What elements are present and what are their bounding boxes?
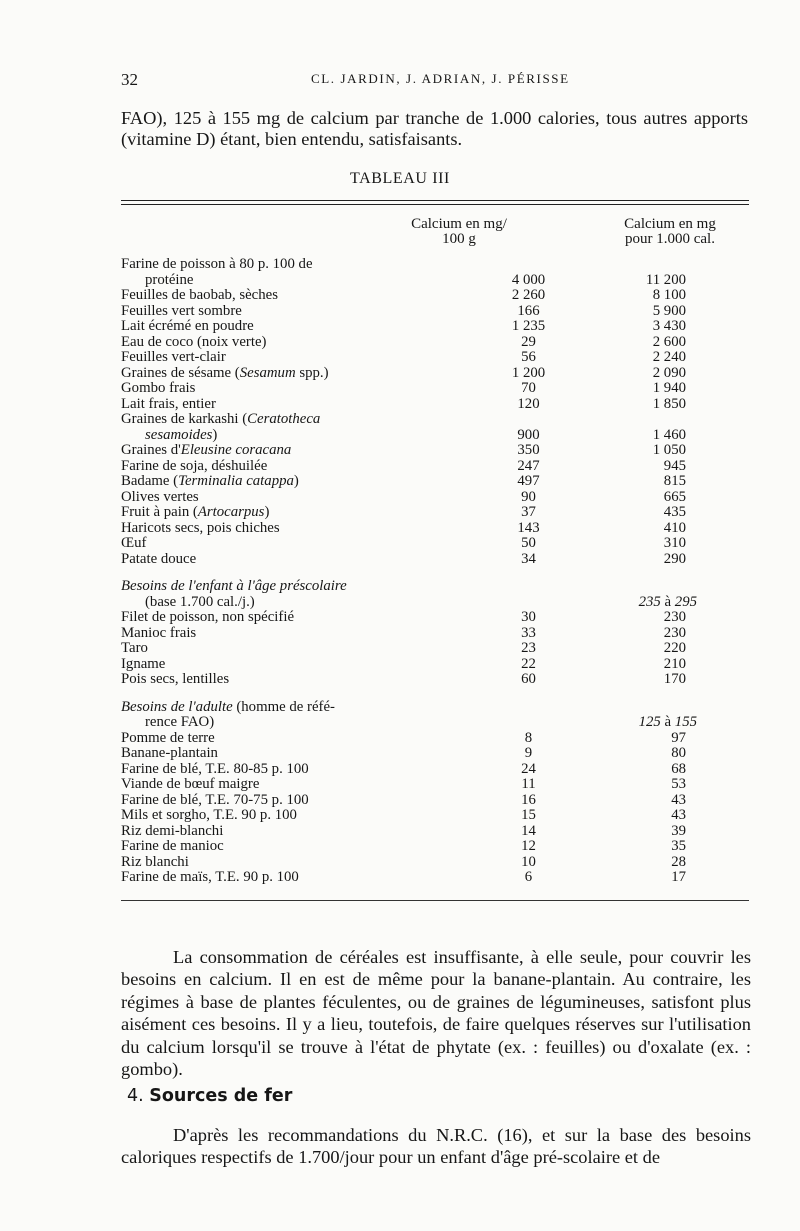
- table-row: [121, 746, 749, 762]
- row-label: [121, 536, 441, 552]
- row-label: [121, 474, 441, 490]
- calcium-per-1000cal: 97: [671, 729, 686, 746]
- calcium-per-100g: 50: [521, 535, 536, 551]
- row-label: [121, 335, 441, 351]
- row-label: [121, 793, 441, 809]
- calcium-per-100g: 11: [521, 776, 536, 792]
- table-row: [121, 536, 749, 552]
- calcium-per-100g: 33: [521, 624, 536, 641]
- calcium-per-100g: 24: [521, 760, 536, 777]
- row-label-text: Filet de poisson, non spécifié: [121, 609, 295, 625]
- section-label-text: (homme de réfé-: [232, 698, 335, 715]
- row-label: [121, 350, 441, 366]
- row-label-text: Graines de sésame (: [121, 364, 240, 381]
- row-label-text: Patate douce: [121, 550, 197, 567]
- calcium-per-100g: 143: [517, 519, 540, 536]
- table-row: [121, 641, 749, 657]
- species-name: Sesamum: [239, 364, 296, 381]
- calcium-per-1000cal: 53: [671, 776, 686, 792]
- range-high: 155: [674, 714, 697, 730]
- row-label-text: Eau de coco (noix verte): [121, 333, 267, 350]
- row-label-text: Farine de maïs, T.E. 90 p. 100: [121, 869, 299, 885]
- calcium-per-100g: 70: [521, 380, 536, 396]
- section-label-text: rence FAO): [145, 714, 215, 730]
- row-label: [121, 304, 441, 320]
- table-row: [121, 304, 749, 320]
- calcium-per-1000cal: 3 430: [652, 318, 686, 334]
- row-label-text: Farine de manioc: [121, 838, 224, 854]
- row-label-text: Igname: [121, 655, 166, 672]
- calcium-per-1000cal: 5 900: [652, 302, 686, 319]
- column-header-line: Calcium en mg: [624, 216, 716, 232]
- calcium-per-1000cal: 2 090: [652, 364, 686, 381]
- row-label-text: Riz demi-blanchi: [121, 822, 224, 839]
- calcium-per-100g: 1 200: [511, 364, 546, 381]
- row-label-text: ): [212, 426, 218, 443]
- range-low: 125: [638, 714, 661, 730]
- range-sep: à: [664, 714, 672, 730]
- table-row: [121, 855, 749, 871]
- calcium-per-1000cal: 1 050: [652, 442, 686, 458]
- calcium-per-100g: 16: [521, 791, 536, 808]
- calcium-per-100g: 9: [524, 745, 533, 761]
- row-label: [121, 746, 441, 762]
- row-label: [121, 459, 441, 475]
- calcium-per-1000cal: 2 600: [652, 333, 686, 350]
- row-label-text: Olives vertes: [121, 488, 199, 505]
- table-row: [121, 793, 749, 809]
- calcium-per-1000cal: 220: [663, 640, 686, 656]
- table-row: [121, 626, 749, 642]
- row-label: [121, 288, 441, 304]
- row-label: [121, 490, 441, 506]
- table-row: [121, 350, 749, 366]
- section-label: [121, 579, 441, 610]
- table-section-row: [121, 579, 749, 610]
- calcium-per-1000cal: 43: [671, 807, 686, 823]
- species-name: Ceratotheca: [247, 411, 321, 427]
- calcium-per-1000cal: 290: [663, 550, 686, 567]
- section-empty: [441, 579, 616, 610]
- table-row: [121, 552, 749, 568]
- row-label-text: Manioc frais: [121, 624, 197, 641]
- row-label: [121, 443, 441, 459]
- table-row: [121, 490, 749, 506]
- page-number: 32: [121, 70, 138, 89]
- row-label-text: Pois secs, lentilles: [121, 671, 230, 687]
- calcium-per-100g: 56: [521, 349, 536, 365]
- table-row: [121, 412, 749, 443]
- calcium-per-100g: 1 235: [511, 318, 546, 334]
- species-name: sesamoides: [145, 426, 213, 443]
- row-label: [121, 257, 441, 288]
- row-label-text: Feuilles de baobab, sèches: [121, 287, 278, 303]
- row-label-text: Banane-plantain: [121, 745, 218, 761]
- calcium-per-1000cal: 43: [671, 791, 686, 808]
- body-paragraph: La consommation de céréales est insuffisante, à elle seule, pour couvrir les besoins en calcium. Il en est de même pour la banane-plantain. Au contraire, les régimes à base de plantes féculentes, ou de graines de légumineuses, satisfont plus aisément ces besoins. Il y a lieu, toutefois, de faire quelques réserves sur l'utilisation du calcium lorsqu'il se trouve à l'état de phytate (ex. : feuilles) ou d'oxalate (ex. : gombo).: [121, 947, 751, 1080]
- row-label: [121, 319, 441, 335]
- calcium-per-1000cal: 945: [663, 457, 686, 474]
- table-row: [121, 762, 749, 778]
- row-label: [121, 397, 441, 413]
- table-row: [121, 443, 749, 459]
- calcium-per-100g: 497: [517, 473, 540, 489]
- row-label-text: Pomme de terre: [121, 729, 215, 746]
- calcium-per-1000cal: 2 240: [652, 349, 686, 365]
- column-header-line: 100 g: [442, 231, 476, 247]
- calcium-per-100g: 60: [521, 671, 536, 687]
- row-label-text: Feuilles vert-clair: [121, 349, 226, 365]
- table-row: [121, 397, 749, 413]
- row-label-text: Viande de bœuf maigre: [121, 776, 260, 792]
- column-header-line: pour 1.000 cal.: [625, 231, 715, 247]
- row-label-text: Mils et sorgho, T.E. 90 p. 100: [121, 807, 297, 823]
- calcium-per-100g: 2 260: [511, 287, 546, 303]
- calcium-per-100g: 37: [521, 504, 536, 520]
- calcium-per-100g: 23: [521, 640, 536, 656]
- calcium-per-100g: 4 000: [511, 271, 546, 288]
- row-label-text: Farine de blé, T.E. 80-85 p. 100: [121, 760, 309, 777]
- table-row: [121, 521, 749, 537]
- table-row: [121, 459, 749, 475]
- row-label: [121, 641, 441, 657]
- calcium-per-1000cal: 11 200: [645, 271, 686, 288]
- row-label-text: Farine de soja, déshuilée: [121, 457, 268, 474]
- table-row: [121, 366, 749, 382]
- calcium-per-100g: 900: [517, 426, 540, 443]
- section-range: [616, 700, 749, 731]
- row-label-text: ): [264, 504, 270, 520]
- calcium-per-100g: 90: [521, 488, 536, 505]
- calcium-per-1000cal: 230: [663, 624, 686, 641]
- calcium-per-1000cal: 435: [663, 504, 686, 520]
- calcium-per-1000cal: 17: [671, 869, 686, 885]
- row-label-text: Feuilles vert sombre: [121, 302, 242, 319]
- row-label-text: spp.): [295, 364, 329, 381]
- row-label: [121, 855, 441, 871]
- table-row: [121, 610, 749, 626]
- table-top-rule: [121, 200, 749, 205]
- row-label: [121, 552, 441, 568]
- calcium-per-100g: 120: [517, 395, 540, 412]
- row-label: [121, 839, 441, 855]
- calcium-per-1000cal: 68: [671, 760, 686, 777]
- table-bottom-rule: [121, 900, 749, 901]
- calcium-per-1000cal: 80: [671, 745, 686, 761]
- calcium-per-100g: 29: [521, 333, 536, 350]
- section-label-text: Besoins de l'enfant à l'âge préscolaire: [121, 578, 347, 594]
- running-authors: CL. JARDIN, J. ADRIAN, J. PÉRISSE: [311, 71, 570, 86]
- row-label-text: ): [293, 473, 299, 489]
- row-label-text: Farine de blé, T.E. 70-75 p. 100: [121, 791, 309, 808]
- table-row: [121, 335, 749, 351]
- section-title: Sources de fer: [149, 1086, 293, 1106]
- table-row: [121, 381, 749, 397]
- table-row: [121, 672, 749, 688]
- species-name: Eleusine coracana: [180, 442, 292, 458]
- calcium-per-100g: 6: [524, 869, 533, 885]
- table-row: [121, 808, 749, 824]
- row-label: [121, 657, 441, 673]
- range-low: 235: [638, 593, 661, 610]
- species-name: Terminalia catappa: [178, 473, 294, 489]
- table-row: [121, 731, 749, 747]
- calcium-per-1000cal: 1 940: [652, 380, 686, 396]
- calcium-per-100g: 22: [521, 655, 536, 672]
- calcium-per-1000cal: 410: [663, 519, 686, 536]
- section-range: [616, 579, 749, 610]
- intro-paragraph: FAO), 125 à 155 mg de calcium par tranche de 1.000 calories, tous autres apports (vitamine D) étant, bien entendu, satisfaisants.: [121, 108, 748, 149]
- calcium-per-1000cal: 1 460: [652, 426, 686, 443]
- calcium-per-100g: 10: [521, 853, 536, 870]
- table-row: [121, 319, 749, 335]
- row-label-text: Fruit à pain (: [121, 504, 198, 520]
- row-label: [121, 870, 441, 886]
- calcium-per-100g: 8: [524, 729, 533, 746]
- body-paragraph-2: D'après les recommandations du N.R.C. (16), et sur la base des besoins caloriques respectifs de 1.700/jour pour un enfant d'âge pré-scolaire et de: [121, 1125, 751, 1168]
- table-row: [121, 288, 749, 304]
- row-label: [121, 521, 441, 537]
- table-row: [121, 505, 749, 521]
- row-label-continuation: [121, 428, 217, 444]
- table-row: [121, 870, 749, 886]
- table-row: [121, 257, 749, 288]
- table-row: [121, 777, 749, 793]
- calcium-per-1000cal: 230: [663, 609, 686, 625]
- calcium-per-1000cal: 310: [663, 535, 686, 551]
- column-header-calcium-1000cal: [600, 217, 740, 247]
- row-label-text: Haricots secs, pois chiches: [121, 519, 280, 536]
- calcium-per-100g: 15: [521, 807, 536, 823]
- column-header-line: Calcium en mg/: [411, 216, 507, 232]
- row-label: [121, 610, 441, 626]
- table-row: [121, 474, 749, 490]
- section-empty: [441, 700, 616, 731]
- calcium-per-100g: 34: [521, 550, 536, 567]
- calcium-per-100g: 166: [517, 302, 540, 319]
- row-label: [121, 777, 441, 793]
- section-number: 4.: [127, 1086, 144, 1106]
- row-label-text: Badame (: [121, 473, 179, 489]
- row-label: [121, 366, 441, 382]
- calcium-per-100g: 14: [521, 822, 536, 839]
- row-label: [121, 412, 441, 443]
- row-label: [121, 731, 441, 747]
- calcium-per-100g: 350: [517, 442, 540, 458]
- species-name: Artocarpus: [197, 504, 265, 520]
- row-label-text: Œuf: [121, 535, 147, 551]
- row-label: [121, 381, 441, 397]
- row-label: [121, 505, 441, 521]
- calcium-per-100g: 12: [521, 838, 536, 854]
- calcium-per-1000cal: 28: [671, 853, 686, 870]
- section-label-text: Besoins de l'adulte: [121, 698, 233, 715]
- calcium-per-1000cal: 39: [671, 822, 686, 839]
- row-label: [121, 808, 441, 824]
- table-row: [121, 657, 749, 673]
- row-label-text: Graines de karkashi (: [121, 411, 248, 427]
- row-label: [121, 824, 441, 840]
- table-row: [121, 824, 749, 840]
- calcium-per-1000cal: 35: [671, 838, 686, 854]
- table-row: [121, 839, 749, 855]
- row-label: [121, 762, 441, 778]
- table-section-row: [121, 700, 749, 731]
- row-label-text: Graines d': [121, 442, 181, 458]
- section-heading: [127, 1086, 292, 1106]
- row-label-text: Lait écrémé en poudre: [121, 318, 254, 334]
- calcium-per-1000cal: 170: [663, 671, 686, 687]
- calcium-per-1000cal: 665: [663, 488, 686, 505]
- row-label-text: protéine: [145, 271, 194, 288]
- row-label: [121, 672, 441, 688]
- range-sep: à: [664, 593, 672, 610]
- row-label-text: Riz blanchi: [121, 853, 189, 870]
- row-label-text: Lait frais, entier: [121, 395, 216, 412]
- calcium-per-1000cal: 815: [663, 473, 686, 489]
- calcium-per-100g: 247: [517, 457, 540, 474]
- calcium-per-1000cal: 210: [663, 655, 686, 672]
- row-label: [121, 626, 441, 642]
- row-label-text: Gombo frais: [121, 380, 196, 396]
- calcium-per-1000cal: 1 850: [652, 395, 686, 412]
- calcium-table: [121, 257, 749, 886]
- column-header-calcium-100g: [394, 217, 524, 247]
- calcium-per-1000cal: 8 100: [652, 287, 686, 303]
- table-title: TABLEAU III: [350, 170, 450, 187]
- row-label-text: Taro: [121, 640, 148, 656]
- calcium-per-100g: 30: [521, 609, 536, 625]
- row-label-text: Farine de poisson à 80 p. 100 de: [121, 256, 313, 272]
- range-high: 295: [674, 593, 697, 610]
- section-label: [121, 700, 441, 731]
- section-label-text: (base 1.700 cal./j.): [145, 593, 255, 610]
